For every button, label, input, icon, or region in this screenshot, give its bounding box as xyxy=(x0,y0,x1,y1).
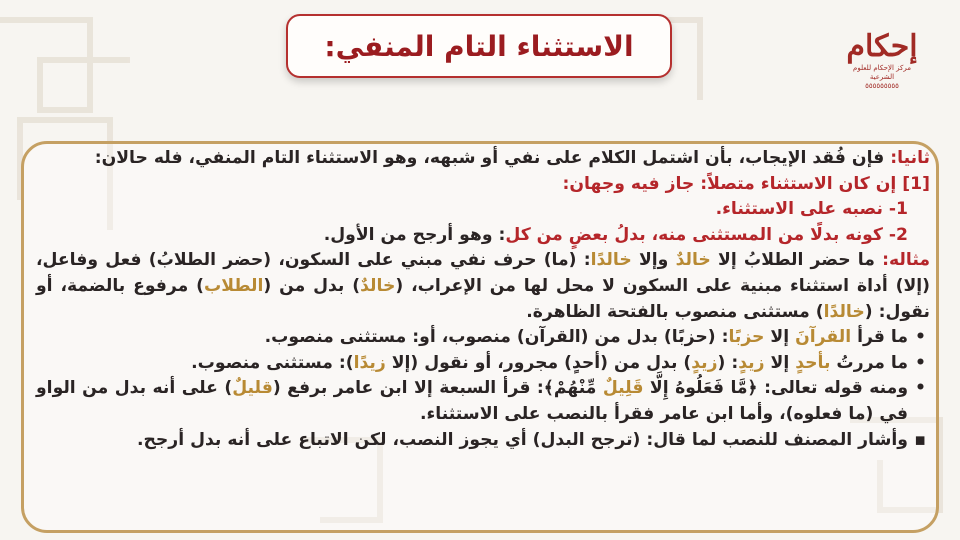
option-2-rest: : وهو أرجح من الأول. xyxy=(323,224,506,245)
text: إلا xyxy=(764,327,796,348)
content-text xyxy=(36,146,930,453)
keyword: خالدًا xyxy=(823,301,865,322)
text: ) بدل من (أحدٍ) مجرور، أو نقول (إلا xyxy=(385,352,692,373)
text: ) مرفوع بالضمة، أو نقول: ( xyxy=(36,275,930,322)
bullet-item-1 xyxy=(36,325,930,351)
bullet-item-4: ▪ وأشار المصنف للنصب لما قال: (ترجح البدل) أي يجوز النصب، لكن الاتباع على أنه بدل أرجح. xyxy=(36,428,930,454)
text: ما قرأ xyxy=(851,327,908,348)
text: ومنه قوله تعالى: ﴿مَّا فَعَلُوهُ إِلَّا xyxy=(643,378,908,399)
keyword: زيدٍ xyxy=(738,352,765,373)
text: ) بدل من ( xyxy=(263,275,361,296)
keyword: خالدٌ xyxy=(360,275,396,296)
keyword: القرآنَ xyxy=(795,327,852,348)
bullet-item-3 xyxy=(36,376,930,427)
option-1: 1- نصبه على الاستثناء. xyxy=(715,199,908,220)
logo-number: ٥٥٥٥٥٥٥٥٥ xyxy=(865,82,899,90)
logo xyxy=(840,30,924,92)
text: مِّنْهُمْ﴾: قرأ السبعة إلا ابن عامر برفع ( xyxy=(272,378,603,399)
option-2 xyxy=(36,223,930,249)
keyword: بأحدٍ xyxy=(795,352,831,373)
option-2-red: 2- كونه بدلًا من المستثنى منه، بدلُ بعضٍ من كل xyxy=(505,224,908,245)
keyword: حزبًا xyxy=(728,327,765,348)
text: : ( xyxy=(717,352,739,373)
text: ما حضر الطلابُ إلا xyxy=(710,250,875,271)
label-second: ثانيا: xyxy=(884,148,930,168)
keyword: خالدًا xyxy=(590,250,632,271)
text: ) على أنه بدل من الواو في (ما فعلوه)، وأما ابن عامر فقرأ بالنصب على الاستثناء. xyxy=(36,378,908,424)
title-box xyxy=(286,14,672,78)
text: إلا xyxy=(764,352,796,373)
text: فإن فُقد الإيجاب، بأن اشتمل الكلام على نفي أو شبهه، وهو الاستثناء التام المنفي، فله حالان: xyxy=(94,148,885,168)
paragraph-second-case xyxy=(36,146,930,172)
keyword: قَلِيلٌ xyxy=(602,378,644,399)
text: : (ما) حرف نفي مبني على السكون، (حضر الطلابُ) فعل وفاعل، (إلا) أداة استثناء مبنية على السكون لا محل لها من الإعراب، ( xyxy=(36,250,930,296)
keyword: قليلٌ xyxy=(232,378,273,399)
page-title: الاستثناء التام المنفي: xyxy=(324,29,634,63)
example-paragraph xyxy=(36,248,930,325)
bullet-item-2 xyxy=(36,351,930,377)
logo-mark: إحكام xyxy=(846,29,918,64)
keyword: خالدٌ xyxy=(675,250,711,271)
text: : (حزبًا) بدل من (القرآن) منصوب، أو: مستثنى منصوب. xyxy=(264,327,729,348)
text: وإلا xyxy=(631,250,676,271)
logo-subtitle: مركز الإحكام للعلوم الشرعية xyxy=(853,64,911,81)
keyword: زيدٍ xyxy=(691,352,718,373)
text: ما مررتُ xyxy=(830,352,908,373)
text: ) مستثنى منصوب بالفتحة الظاهرة. xyxy=(526,301,824,322)
text: ): مستثنى منصوب. xyxy=(191,352,354,373)
keyword: الطلاب xyxy=(203,275,264,296)
keyword: زيدًا xyxy=(353,352,386,373)
paragraph-connected: [1] إن كان الاستثناء متصلاً: جاز فيه وجهان: xyxy=(562,173,930,194)
example-label: مثاله: xyxy=(874,250,930,271)
